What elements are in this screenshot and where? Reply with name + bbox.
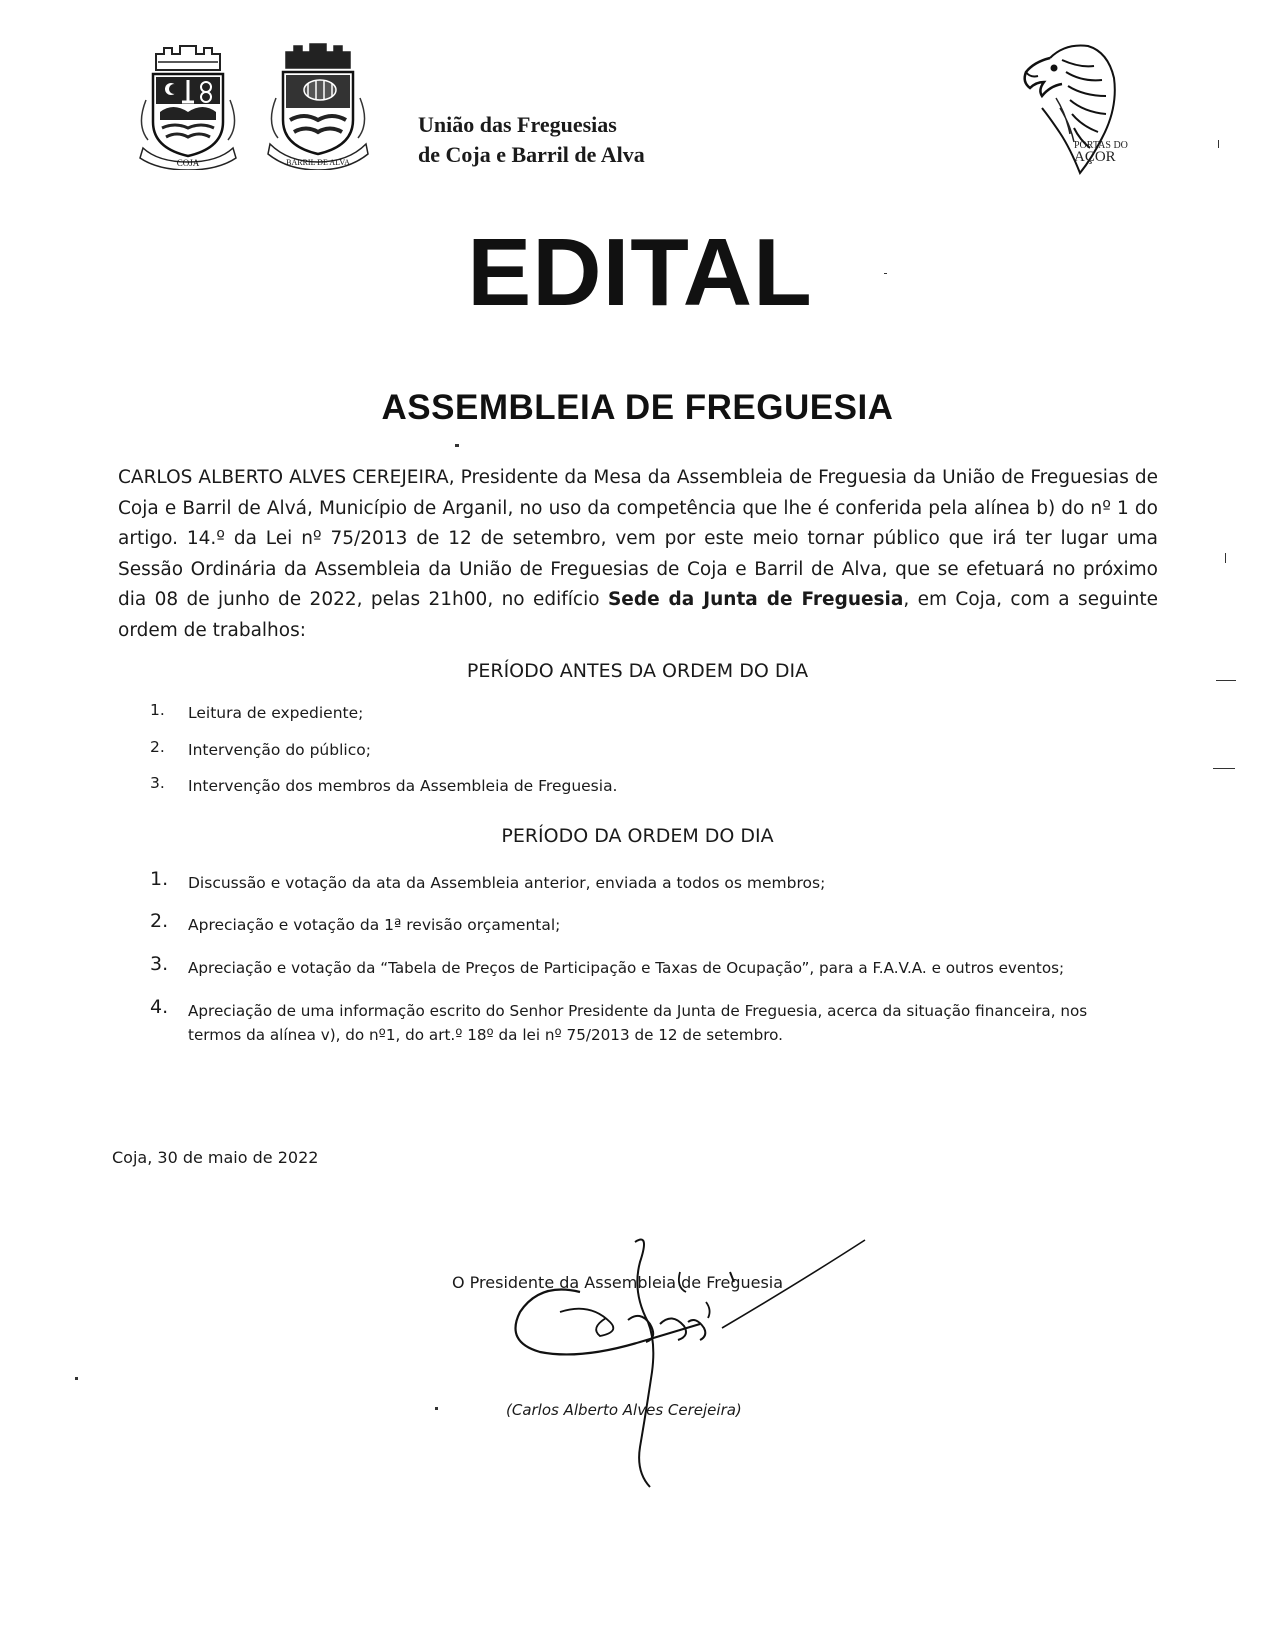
signatory-role: O Presidente da Assembleia de Freguesia — [452, 1273, 784, 1292]
intro-paragraph — [118, 463, 1158, 646]
crest-left-label: COJA — [176, 158, 200, 168]
scan-speck — [1213, 768, 1235, 769]
barril-de-alva-crest-icon — [258, 38, 378, 170]
list-item-number: 2. — [150, 738, 165, 756]
list-item-text: Intervenção dos membros da Assembleia de Freguesia. — [188, 777, 618, 795]
crest-right-label: BARRIL DE ALVA — [286, 158, 350, 167]
list-item-text: Leitura de expediente; — [188, 704, 364, 722]
list-item-text: Discussão e votação da ata da Assembleia anterior, enviada a todos os membros; — [188, 874, 826, 892]
scan-speck — [1216, 680, 1236, 681]
scan-speck — [884, 273, 887, 274]
scan-speck — [75, 1377, 78, 1380]
document-subtitle: ASSEMBLEIA DE FREGUESIA — [381, 388, 894, 427]
intro-text-2: , em Coja, com a seguinte ordem de trabalhos: — [118, 589, 1158, 641]
list-item-number: 2. — [150, 910, 169, 932]
scan-speck — [1225, 553, 1226, 563]
signatory-name: (Carlos Alberto Alves Cerejeira) — [506, 1401, 742, 1419]
list-item-text: Apreciação e votação da “Tabela de Preços de Participação e Taxas de Ocupação”, para a F.A.V.A. e outros eventos; — [188, 959, 1065, 977]
scan-speck — [455, 444, 459, 447]
list-item-number: 1. — [150, 868, 169, 890]
section-title-before-agenda: PERÍODO ANTES DA ORDEM DO DIA — [466, 660, 809, 682]
list-item-number: 1. — [150, 701, 165, 719]
logo-text-portas: PORTAS DO — [1074, 140, 1128, 151]
date-line: Coja, 30 de maio de 2022 — [112, 1148, 319, 1167]
scan-speck — [435, 1407, 438, 1410]
scan-speck — [1218, 140, 1219, 148]
logo-text-acor: AÇOR — [1074, 149, 1116, 165]
list-item-text: Apreciação de uma informação escrito do Senhor Presidente da Junta de Freguesia, acerca da situação financeira, nos termos da alínea v), do nº1, do art.º 18º da lei nº 75/2013 de 12 de setembro. — [188, 1002, 1088, 1044]
intro-bold-location: Sede da Junta de Freguesia — [607, 589, 904, 610]
list-item-text: Intervenção do público; — [188, 741, 371, 759]
document-title: EDITAL — [467, 219, 813, 326]
list-item-number: 3. — [150, 774, 165, 792]
coja-crest-icon — [128, 40, 248, 170]
list-item-number: 3. — [150, 953, 169, 975]
section-title-agenda: PERÍODO DA ORDEM DO DIA — [501, 825, 774, 847]
list-item-number: 4. — [150, 996, 169, 1018]
list-item-text: Apreciação e votação da 1ª revisão orçamental; — [188, 916, 561, 934]
intro-text-1: CARLOS ALBERTO ALVES CEREJEIRA, Presidente da Mesa da Assembleia de Freguesia da União de Freguesias de Coja e Barril de Alvá, Município de Arganil, no uso da competência que lhe é conferida pela alínea b) do nº 1 do artigo. 14.º da Lei nº 75/2013 de 12 de setembro, vem por este meio tornar público que irá ter lugar uma Sessão Ordinária da Assembleia da União de Freguesias de Coja e Barril de Alva, que se efetuará no próximo dia 08 de junho de 2022, pelas 21h00, no edifício — [118, 467, 1158, 610]
handwritten-signature — [500, 1232, 900, 1492]
org-name-line-1: União das Freguesias — [418, 112, 617, 137]
org-name-line-2: de Coja e Barril de Alva — [418, 142, 645, 167]
organization-name — [418, 110, 645, 170]
